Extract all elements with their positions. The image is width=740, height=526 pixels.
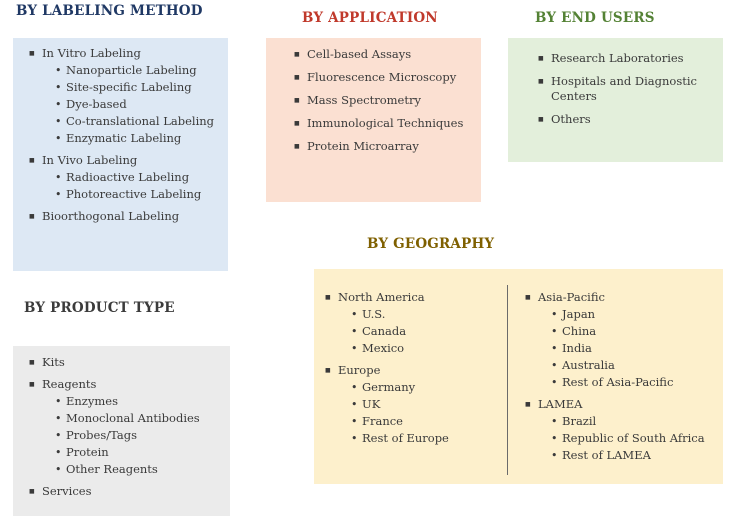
sub-list-item: • Monoclonal Antibodies [42, 411, 224, 426]
product-type-box [13, 346, 230, 516]
list-item [325, 290, 510, 356]
list-item [29, 484, 224, 499]
list-item [294, 47, 475, 62]
list-item [29, 209, 222, 224]
sub-list [338, 307, 510, 356]
list-item-label: Services [42, 484, 92, 498]
sub-list-item: • Rest of Asia-Pacific [538, 375, 715, 390]
sub-list [538, 414, 715, 463]
application-heading: BY APPLICATION [302, 10, 438, 26]
sub-list [42, 170, 222, 202]
list-item [294, 139, 475, 154]
sub-list-item: • Protein [42, 445, 224, 460]
sub-list-item: • Enzymatic Labeling [42, 131, 222, 146]
list-item [29, 153, 222, 202]
geography-divider [507, 285, 508, 475]
sub-list-item: • Rest of Europe [338, 431, 510, 446]
list-item-label: Others [551, 112, 591, 126]
application-list [294, 47, 475, 154]
sub-list-item: • Brazil [538, 414, 715, 429]
list-item-label: Bioorthogonal Labeling [42, 209, 180, 223]
sub-list-item: • UK [338, 397, 510, 412]
sub-list-item: • Mexico [338, 341, 510, 356]
sub-list-item: • Australia [538, 358, 715, 373]
list-item [538, 74, 717, 104]
sub-list-item: • Photoreactive Labeling [42, 187, 222, 202]
geography-heading: BY GEOGRAPHY [367, 236, 495, 252]
product-type-list [29, 355, 224, 499]
sub-list [42, 394, 224, 477]
sub-list-item: • Enzymes [42, 394, 224, 409]
labeling-method-heading: BY LABELING METHOD [16, 3, 203, 19]
list-item-label: LAMEA [538, 397, 583, 411]
sub-list-item: • Other Reagents [42, 462, 224, 477]
labeling-method-list [29, 46, 222, 224]
sub-list [338, 380, 510, 446]
list-item-label: North America [338, 290, 425, 304]
list-item [538, 112, 717, 127]
end-users-heading: BY END USERS [535, 10, 655, 26]
sub-list-item: • Probes/Tags [42, 428, 224, 443]
sub-list-item: • China [538, 324, 715, 339]
sub-list-item: • Rest of LAMEA [538, 448, 715, 463]
list-item [294, 70, 475, 85]
sub-list-item: • Canada [338, 324, 510, 339]
list-item-label: Research Laboratories [551, 51, 684, 65]
list-item [525, 397, 715, 463]
sub-list-item: • Germany [338, 380, 510, 395]
list-item [294, 93, 475, 108]
sub-list-item: • Dye-based [42, 97, 222, 112]
product-type-heading: BY PRODUCT TYPE [24, 300, 175, 316]
geography-box [314, 269, 723, 484]
sub-list-item: • U.S. [338, 307, 510, 322]
geography-left-list [325, 290, 510, 446]
list-item [294, 116, 475, 131]
sub-list-item: • India [538, 341, 715, 356]
list-item-label: Asia-Pacific [538, 290, 605, 304]
list-item [538, 51, 717, 66]
sub-list-item: • France [338, 414, 510, 429]
list-item-label: Fluorescence Microscopy [307, 70, 457, 84]
list-item [29, 377, 224, 477]
list-item-label: Reagents [42, 377, 97, 391]
list-item-label: Hospitals and Diagnostic Centers [551, 74, 697, 103]
list-item [29, 355, 224, 370]
list-item-label: Cell-based Assays [307, 47, 412, 61]
sub-list-item: • Site-specific Labeling [42, 80, 222, 95]
list-item [325, 363, 510, 446]
sub-list [42, 63, 222, 146]
sub-list-item: • Radioactive Labeling [42, 170, 222, 185]
application-box [266, 38, 481, 202]
sub-list-item: • Nanoparticle Labeling [42, 63, 222, 78]
list-item-label: Mass Spectrometry [307, 93, 421, 107]
list-item [29, 46, 222, 146]
end-users-list [538, 51, 717, 127]
list-item-label: Protein Microarray [307, 139, 419, 153]
end-users-box [508, 38, 723, 162]
sub-list-item: • Co-translational Labeling [42, 114, 222, 129]
list-item-label: Europe [338, 363, 381, 377]
sub-list-item: • Republic of South Africa [538, 431, 715, 446]
list-item-label: Kits [42, 355, 65, 369]
sub-list-item: • Japan [538, 307, 715, 322]
list-item-label: In Vivo Labeling [42, 153, 138, 167]
list-item-label: Immunological Techniques [307, 116, 464, 130]
labeling-method-box [13, 38, 228, 271]
list-item-label: In Vitro Labeling [42, 46, 141, 60]
geography-right-list [525, 290, 715, 463]
list-item [525, 290, 715, 390]
sub-list [538, 307, 715, 390]
